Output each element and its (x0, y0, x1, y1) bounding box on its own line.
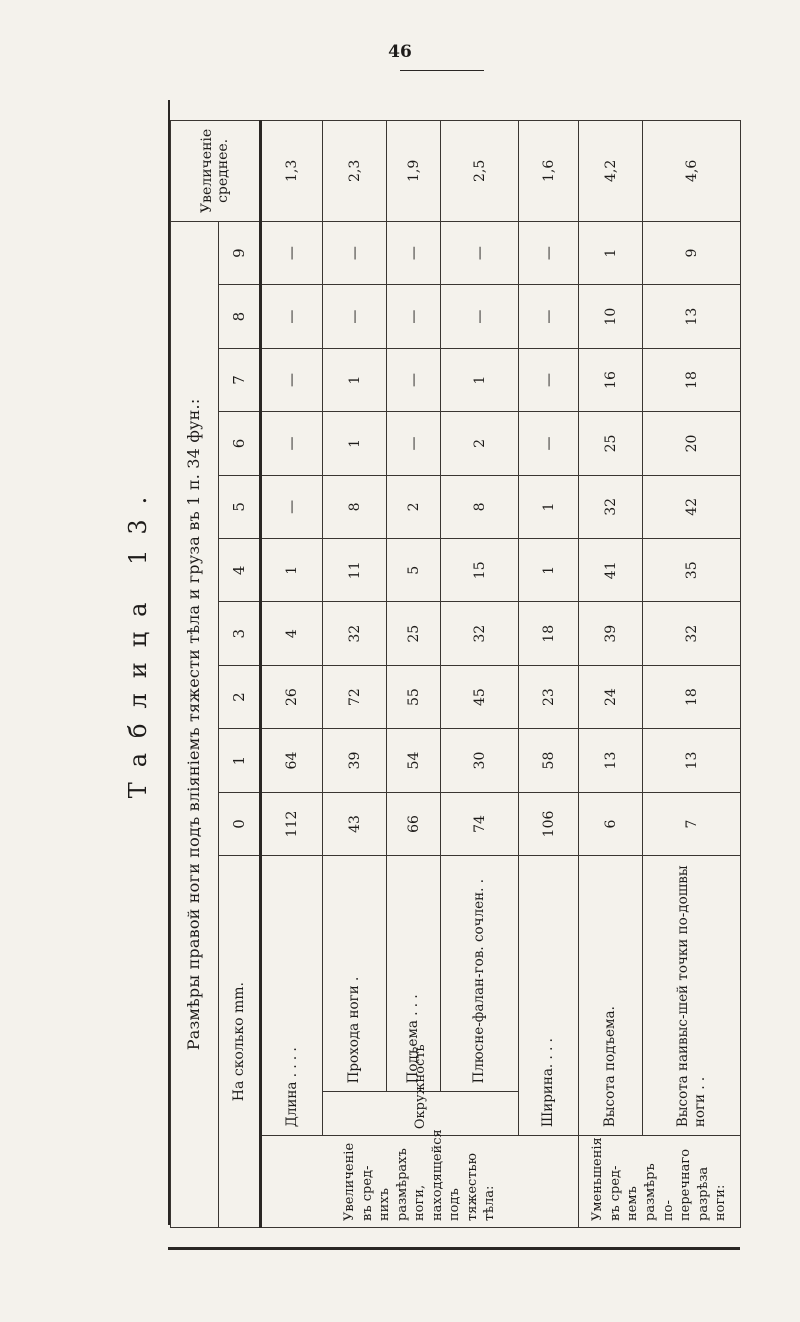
cell: 25 (387, 602, 441, 665)
avg-cell: 2,3 (323, 121, 387, 222)
cell: — (387, 221, 441, 285)
cell: — (387, 348, 441, 411)
cell: — (261, 221, 323, 285)
cell: — (261, 348, 323, 411)
col-number-6: 6 (219, 412, 261, 475)
cell: — (519, 285, 579, 348)
table-title: Размѣры правой ноги подъ вліяніемъ тяжести тѣла и груза въ 1 п. 34 фун.: (171, 221, 219, 1227)
row-label: Ширина. . . . (519, 856, 579, 1136)
col-number-8: 8 (219, 285, 261, 348)
cell: 8 (441, 475, 519, 538)
cell: — (323, 285, 387, 348)
col-number-7: 7 (219, 348, 261, 411)
col-number-2: 2 (219, 665, 261, 728)
cell: — (387, 285, 441, 348)
cell: 18 (643, 348, 741, 411)
cell: 72 (323, 665, 387, 728)
table-row (643, 121, 741, 1228)
cell: 13 (643, 285, 741, 348)
cell: 26 (261, 665, 323, 728)
cell: 23 (519, 665, 579, 728)
avg-header: Увеличеніе среднее. (171, 121, 261, 222)
table-row (323, 121, 387, 1228)
cell: 1 (519, 475, 579, 538)
cell: 20 (643, 412, 741, 475)
page-number-rule (400, 70, 484, 71)
cell: — (323, 221, 387, 285)
cell: 2 (441, 412, 519, 475)
group-label-circumference: Окружность (323, 1092, 519, 1136)
rotated-table-wrapper (170, 120, 740, 1228)
cell: 7 (643, 792, 741, 855)
col-number-9: 9 (219, 221, 261, 285)
cell: 64 (261, 729, 323, 792)
cell: 4 (261, 602, 323, 665)
row-label: Прохода ноги . (323, 856, 387, 1092)
cell: 8 (323, 475, 387, 538)
table-row (519, 121, 579, 1228)
cell: 58 (519, 729, 579, 792)
cell: — (261, 475, 323, 538)
cell: 24 (579, 665, 643, 728)
column-number-row (219, 121, 261, 1228)
cell: 41 (579, 539, 643, 602)
cell: 1 (579, 221, 643, 285)
cell: 66 (387, 792, 441, 855)
avg-cell: 4,6 (643, 121, 741, 222)
cell: 18 (643, 665, 741, 728)
table-row (579, 121, 643, 1228)
avg-cell: 1,3 (261, 121, 323, 222)
table-row (441, 121, 519, 1228)
page-number: 46 (388, 42, 412, 62)
row-label: Высота подъема. (579, 856, 643, 1136)
cell: 6 (579, 792, 643, 855)
cell: 9 (643, 221, 741, 285)
col-number-3: 3 (219, 602, 261, 665)
cell: 32 (643, 602, 741, 665)
cell: 39 (323, 729, 387, 792)
avg-cell: 4,2 (579, 121, 643, 222)
cell: 1 (519, 539, 579, 602)
row-label: Подъема . . . (387, 856, 441, 1092)
table-row (261, 121, 323, 1228)
cell: — (519, 221, 579, 285)
cell: 15 (441, 539, 519, 602)
title-row (171, 121, 219, 1228)
cell: 16 (579, 348, 643, 411)
cell: 106 (519, 792, 579, 855)
cell: — (261, 412, 323, 475)
cell: 1 (323, 412, 387, 475)
group-label-increase: Увеличеніе въ сред-нихъ размѣрахъ ноги, находящейся подъ тяжестью тѣла: (261, 1136, 579, 1228)
cell: — (441, 285, 519, 348)
cell: — (387, 412, 441, 475)
row-label: Плюсне-фалан-гов. сочлен. . (441, 856, 519, 1092)
cell: 32 (323, 602, 387, 665)
cell: 39 (579, 602, 643, 665)
cell: 2 (387, 475, 441, 538)
cell: 10 (579, 285, 643, 348)
table-bottom-rule (168, 1247, 740, 1250)
cell: 1 (441, 348, 519, 411)
avg-cell: 1,6 (519, 121, 579, 222)
measurement-table (170, 120, 741, 1228)
cell: 13 (643, 729, 741, 792)
unit-header: На сколько mm. (219, 856, 261, 1228)
cell: 42 (643, 475, 741, 538)
cell: 112 (261, 792, 323, 855)
cell: 18 (519, 602, 579, 665)
table-heading: Таблица 13. (124, 481, 152, 799)
cell: 54 (387, 729, 441, 792)
col-number-4: 4 (219, 539, 261, 602)
row-label: Высота наивыс-шей точки по-дошвы ноги . . (643, 856, 741, 1136)
col-number-1: 1 (219, 729, 261, 792)
cell: — (261, 285, 323, 348)
cell: 43 (323, 792, 387, 855)
cell: — (519, 412, 579, 475)
row-label: Длина . . . . (261, 856, 323, 1136)
cell: 25 (579, 412, 643, 475)
col-number-0: 0 (219, 792, 261, 855)
cell: 13 (579, 729, 643, 792)
cell: — (519, 348, 579, 411)
col-number-5: 5 (219, 475, 261, 538)
table-row (387, 121, 441, 1228)
cell: 1 (323, 348, 387, 411)
group-label-decrease: Уменьшенія въ сред-немъ размѣръ по-перечнаго разрѣза ноги: (579, 1136, 741, 1228)
cell: 55 (387, 665, 441, 728)
cell: 30 (441, 729, 519, 792)
cell: 35 (643, 539, 741, 602)
cell: 11 (323, 539, 387, 602)
avg-cell: 1,9 (387, 121, 441, 222)
cell: 45 (441, 665, 519, 728)
cell: 1 (261, 539, 323, 602)
cell: 32 (579, 475, 643, 538)
cell: — (441, 221, 519, 285)
avg-cell: 2,5 (441, 121, 519, 222)
cell: 74 (441, 792, 519, 855)
cell: 5 (387, 539, 441, 602)
cell: 32 (441, 602, 519, 665)
